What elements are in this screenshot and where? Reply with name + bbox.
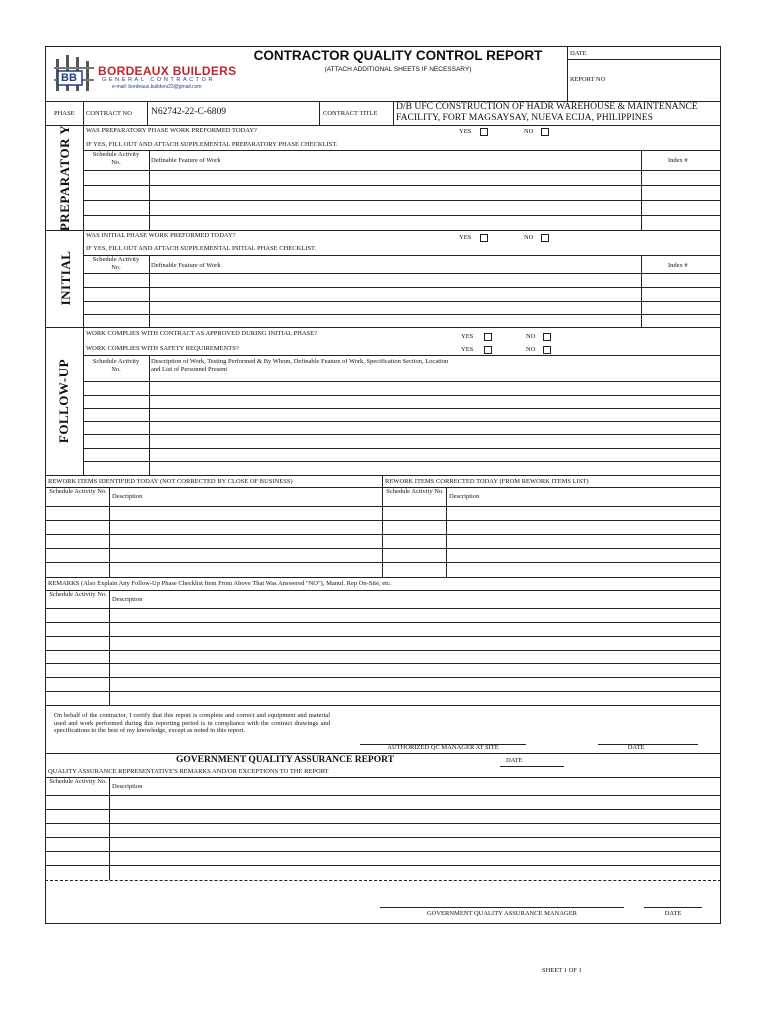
rework-left-description-header: Description <box>112 493 143 500</box>
initial-question-2: IF YES, FILL OUT AND ATTACH SUPPLEMENTAL INITIAL PHASE CHECKLIST. <box>86 245 317 252</box>
remarks-description-header: Description <box>112 596 143 603</box>
preparatory-label: PREPARATOR Y <box>57 124 72 232</box>
government-date-sign-label: DATE <box>664 910 682 917</box>
no-label: NO <box>526 333 536 340</box>
schedule-activity-header: Schedule Activity No. <box>49 488 107 495</box>
report-title: CONTRACTOR QUALITY CONTROL REPORT <box>253 48 543 63</box>
rework-corrected-header: REWORK ITEMS CORRECTED TODAY (FROM REWORK ITEMS LIST) <box>385 478 589 485</box>
follow-up-contract-no-checkbox[interactable] <box>543 333 551 341</box>
yes-label: YES <box>461 333 474 340</box>
schedule-activity-header: Schedule Activity No. <box>92 151 140 166</box>
contract-no-label: CONTRACT NO <box>86 110 132 117</box>
yes-label: YES <box>459 128 472 135</box>
follow-up-safety-yes-checkbox[interactable] <box>484 346 492 354</box>
qa-description-header: Description <box>112 783 143 790</box>
date-label: DATE <box>570 50 587 57</box>
phase-label: PHASE <box>54 110 75 117</box>
index-header: Index # <box>668 262 688 269</box>
qa-remarks-header: QUALITY ASSURANCE REPRESENTATIVE'S REMARKS AND/OR EXCEPTIONS TO THE REPORT <box>48 768 329 775</box>
company-logo <box>52 51 237 95</box>
initial-label: INITIAL <box>58 250 73 306</box>
government-qa-title: GOVERNMENT QUALITY ASSURANCE REPORT <box>176 755 394 765</box>
report-no-label: REPORT NO <box>570 76 606 83</box>
follow-up-safety-no-checkbox[interactable] <box>543 346 551 354</box>
report-subtitle: (ATTACH ADDITIONAL SHEETS IF NECESSARY) <box>324 66 472 73</box>
initial-question-1: WAS INITIAL PHASE WORK PREFORMED TODAY? <box>86 232 236 239</box>
preparatory-question-2: IF YES, FILL OUT AND ATTACH SUPPLEMENTAL PREPARATORY PHASE CHECKLIST. <box>86 141 338 148</box>
initial-no-checkbox[interactable] <box>541 234 549 242</box>
qc-manager-label: AUTHORIZED QC MANAGER AT SITE <box>387 744 499 751</box>
rework-identified-header: REWORK ITEMS IDENTIFIED TODAY (NOT CORRECTED BY CLOSE OF BUSINESS) <box>48 478 293 485</box>
yes-label: YES <box>459 234 472 241</box>
no-label: NO <box>524 234 534 241</box>
contract-title-label: CONTRACT TITLE <box>323 110 378 117</box>
initial-yes-checkbox[interactable] <box>480 234 488 242</box>
date-field[interactable] <box>600 48 718 58</box>
follow-up-description-header: Description of Work, Testing Performed & By Whom, Definable Feature of Work, Specification Section, Location and List of Personnel Present <box>151 358 449 373</box>
schedule-activity-header: Schedule Activity No. <box>92 358 140 373</box>
no-label: NO <box>524 128 534 135</box>
company-email: e-mail: bordeaux.builders23@gmail.com <box>112 84 202 90</box>
follow-up-label: FOLLOW-UP <box>56 358 71 444</box>
schedule-activity-header: Schedule Activity No. <box>49 591 107 598</box>
follow-up-question-1: WORK COMPLIES WITH CONTRACT AS APPROVED DURING INITIAL PHASE? <box>86 330 317 337</box>
government-date-label: DATE <box>506 757 523 764</box>
preparatory-yes-checkbox[interactable] <box>480 128 488 136</box>
company-name: BORDEAUX BUILDERS <box>98 64 237 78</box>
no-label: NO <box>526 346 536 353</box>
index-header: Index # <box>668 157 688 164</box>
definable-feature-header: Definable Feature of Work <box>151 157 221 164</box>
preparatory-question-1: WAS PREPARATORY PHASE WORK PREFORMED TODAY? <box>86 127 257 134</box>
follow-up-question-2: WORK COMPLIES WITH SAFETY REQUIREMENTS? <box>86 345 239 352</box>
government-qa-manager-label: GOVERNMENT QUALITY ASSURANCE MANAGER <box>426 910 578 917</box>
schedule-activity-header: Schedule Activity No. <box>386 488 444 495</box>
definable-feature-header: Definable Feature of Work <box>151 262 221 269</box>
follow-up-contract-yes-checkbox[interactable] <box>484 333 492 341</box>
contract-no-value: N62742-22-C-6809 <box>151 107 226 117</box>
report-no-field[interactable] <box>615 72 718 86</box>
yes-label: YES <box>461 346 474 353</box>
schedule-activity-header: Schedule Activity No. <box>92 256 140 271</box>
rework-right-description-header: Description <box>449 493 480 500</box>
company-subtitle: GENERAL CONTRACTOR <box>102 77 216 83</box>
logo-initials: BB <box>61 72 77 84</box>
schedule-activity-header: Schedule Activity No. <box>49 778 107 785</box>
qc-date-label: DATE <box>627 744 645 751</box>
sheet-number: SHEET 1 OF 1 <box>542 967 582 974</box>
preparatory-no-checkbox[interactable] <box>541 128 549 136</box>
contract-title-value: D/B UFC CONSTRUCTION OF HADR WAREHOUSE & MAINTENANCE FACILITY, FORT MAGSAYSAY, NUEVA ECIJA, PHILIPPINES <box>396 101 698 123</box>
remarks-header: REMARKS (Also Explain Any Follow-Up Phase Checklist Item From Above That Was Answered "NO"), Manuf. Rep On-Site, etc. <box>48 580 392 587</box>
certification-text: On behalf of the contractor, I certify that this report is complete and correct and equipment and material used and work performed during this reporting period is in compliance with the contract drawings and specifications to the best of my knowledge, except as noted in this report. <box>54 712 330 734</box>
